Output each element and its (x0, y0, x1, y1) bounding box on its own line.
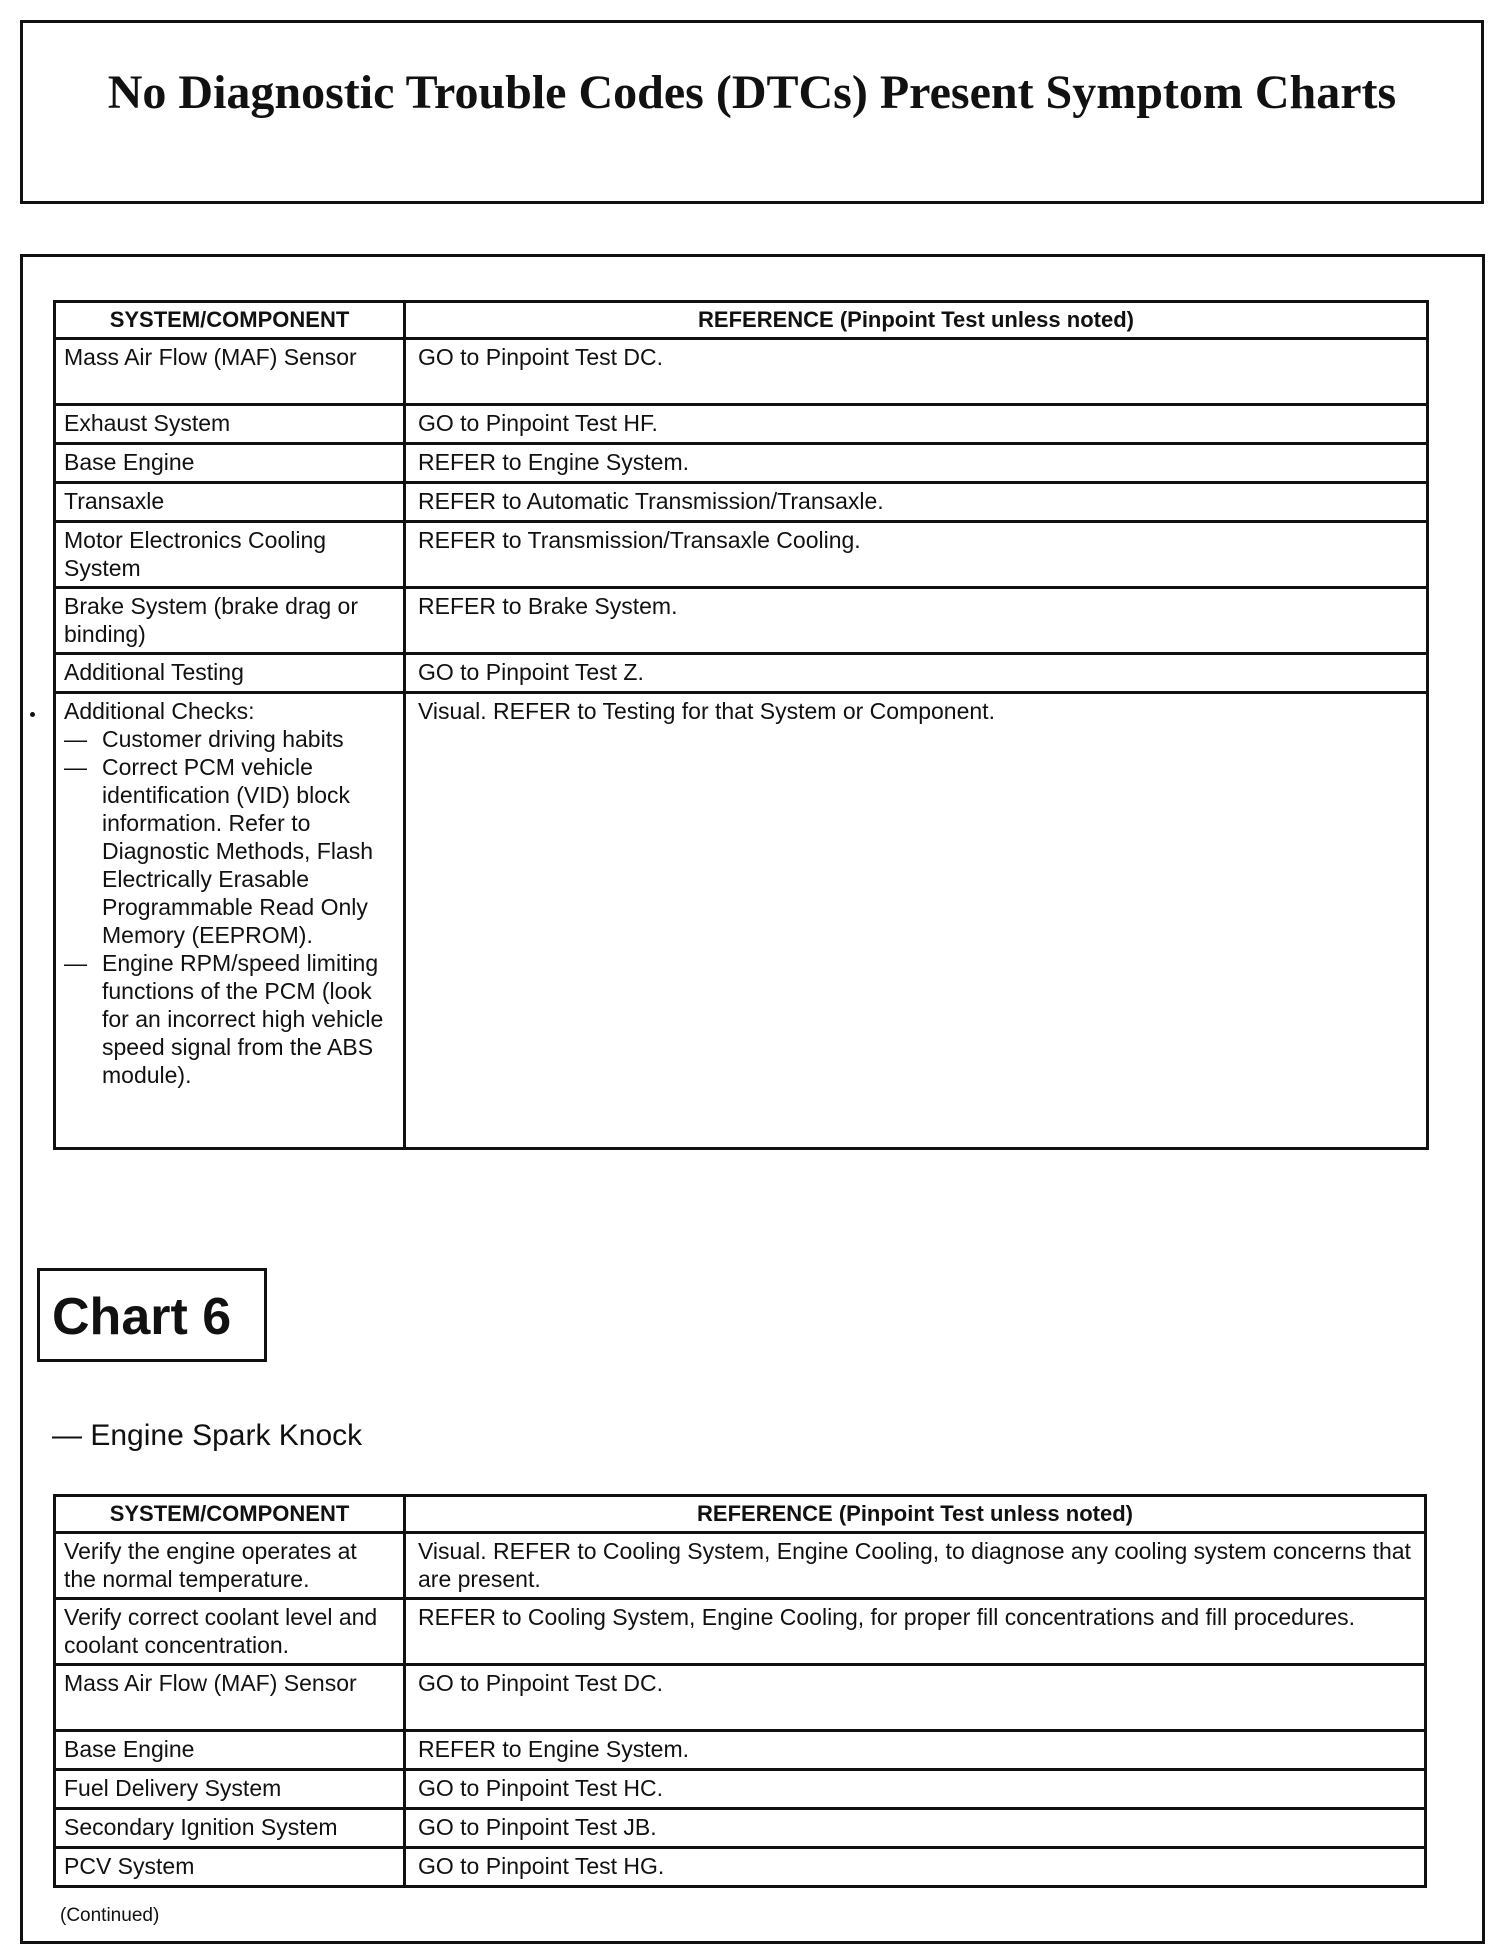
chart-subtitle: — Engine Spark Knock (52, 1419, 363, 1452)
table-header-row (55, 302, 1428, 339)
reference-cell: REFER to Brake System. (405, 588, 1428, 654)
table-row (55, 588, 1428, 654)
reference-cell: GO to Pinpoint Test DC. (405, 339, 1428, 405)
table-row (55, 1809, 1426, 1848)
table-row (55, 405, 1428, 444)
reference-cell: Visual. REFER to Cooling System, Engine Cooling, to diagnose any cooling system concerns that are present. (405, 1533, 1426, 1599)
table-row (55, 693, 1428, 1149)
system-cell: Exhaust System (55, 405, 405, 444)
additional-checks-list (64, 725, 395, 1089)
continued-note: (Continued) (60, 1905, 160, 1926)
reference-cell: REFER to Transmission/Transaxle Cooling. (405, 522, 1428, 588)
system-cell: Verify the engine operates at the normal temperature. (55, 1533, 405, 1599)
margin-dot (30, 712, 35, 717)
reference-cell: GO to Pinpoint Test HG. (405, 1848, 1426, 1887)
table-row (55, 654, 1428, 693)
chart-label: Chart 6 (52, 1288, 232, 1346)
reference-cell: Visual. REFER to Testing for that System or Component. (405, 693, 1428, 1149)
table-row (55, 1848, 1426, 1887)
system-cell: Brake System (brake drag or binding) (55, 588, 405, 654)
list-item: — Engine RPM/speed limiting functions of the PCM (look for an incorrect high vehicle speed signal from the ABS module). (64, 949, 395, 1089)
additional-checks-cell (55, 693, 405, 1149)
table-row (55, 339, 1428, 405)
reference-cell: REFER to Engine System. (405, 1731, 1426, 1770)
table-row (55, 1770, 1426, 1809)
system-cell: Mass Air Flow (MAF) Sensor (55, 339, 405, 405)
system-cell: Fuel Delivery System (55, 1770, 405, 1809)
system-cell: Verify correct coolant level and coolant concentration. (55, 1599, 405, 1665)
title-box (20, 20, 1484, 204)
system-cell: Motor Electronics Cooling System (55, 522, 405, 588)
table-row (55, 1533, 1426, 1599)
header-system-component: SYSTEM/COMPONENT (55, 1496, 405, 1533)
table-row (55, 522, 1428, 588)
symptom-table-1 (53, 300, 1429, 1150)
reference-cell: REFER to Cooling System, Engine Cooling, for proper fill concentrations and fill procedures. (405, 1599, 1426, 1665)
page-title: No Diagnostic Trouble Codes (DTCs) Present Symptom Charts (107, 66, 1397, 119)
list-item: — Customer driving habits (64, 725, 395, 753)
header-reference: REFERENCE (Pinpoint Test unless noted) (405, 302, 1428, 339)
symptom-table-2 (53, 1494, 1427, 1888)
reference-cell: REFER to Automatic Transmission/Transaxle. (405, 483, 1428, 522)
system-cell: Mass Air Flow (MAF) Sensor (55, 1665, 405, 1731)
additional-checks-heading: Additional Checks: (64, 698, 255, 724)
system-cell: Base Engine (55, 444, 405, 483)
reference-cell: GO to Pinpoint Test HC. (405, 1770, 1426, 1809)
system-cell: Transaxle (55, 483, 405, 522)
list-item: — Correct PCM vehicle identification (VID) block information. Refer to Diagnostic Methods, Flash Electrically Erasable Programmable Read Only Memory (EEPROM). (64, 753, 395, 949)
chart-label-box (37, 1268, 267, 1362)
reference-cell: GO to Pinpoint Test Z. (405, 654, 1428, 693)
table-row (55, 1731, 1426, 1770)
header-system-component: SYSTEM/COMPONENT (55, 302, 405, 339)
system-cell: PCV System (55, 1848, 405, 1887)
table-header-row (55, 1496, 1426, 1533)
table-row (55, 483, 1428, 522)
table-row (55, 1665, 1426, 1731)
header-reference: REFERENCE (Pinpoint Test unless noted) (405, 1496, 1426, 1533)
system-cell: Base Engine (55, 1731, 405, 1770)
table-row (55, 1599, 1426, 1665)
system-cell: Secondary Ignition System (55, 1809, 405, 1848)
table-row (55, 444, 1428, 483)
reference-cell: GO to Pinpoint Test JB. (405, 1809, 1426, 1848)
reference-cell: REFER to Engine System. (405, 444, 1428, 483)
reference-cell: GO to Pinpoint Test DC. (405, 1665, 1426, 1731)
system-cell: Additional Testing (55, 654, 405, 693)
reference-cell: GO to Pinpoint Test HF. (405, 405, 1428, 444)
